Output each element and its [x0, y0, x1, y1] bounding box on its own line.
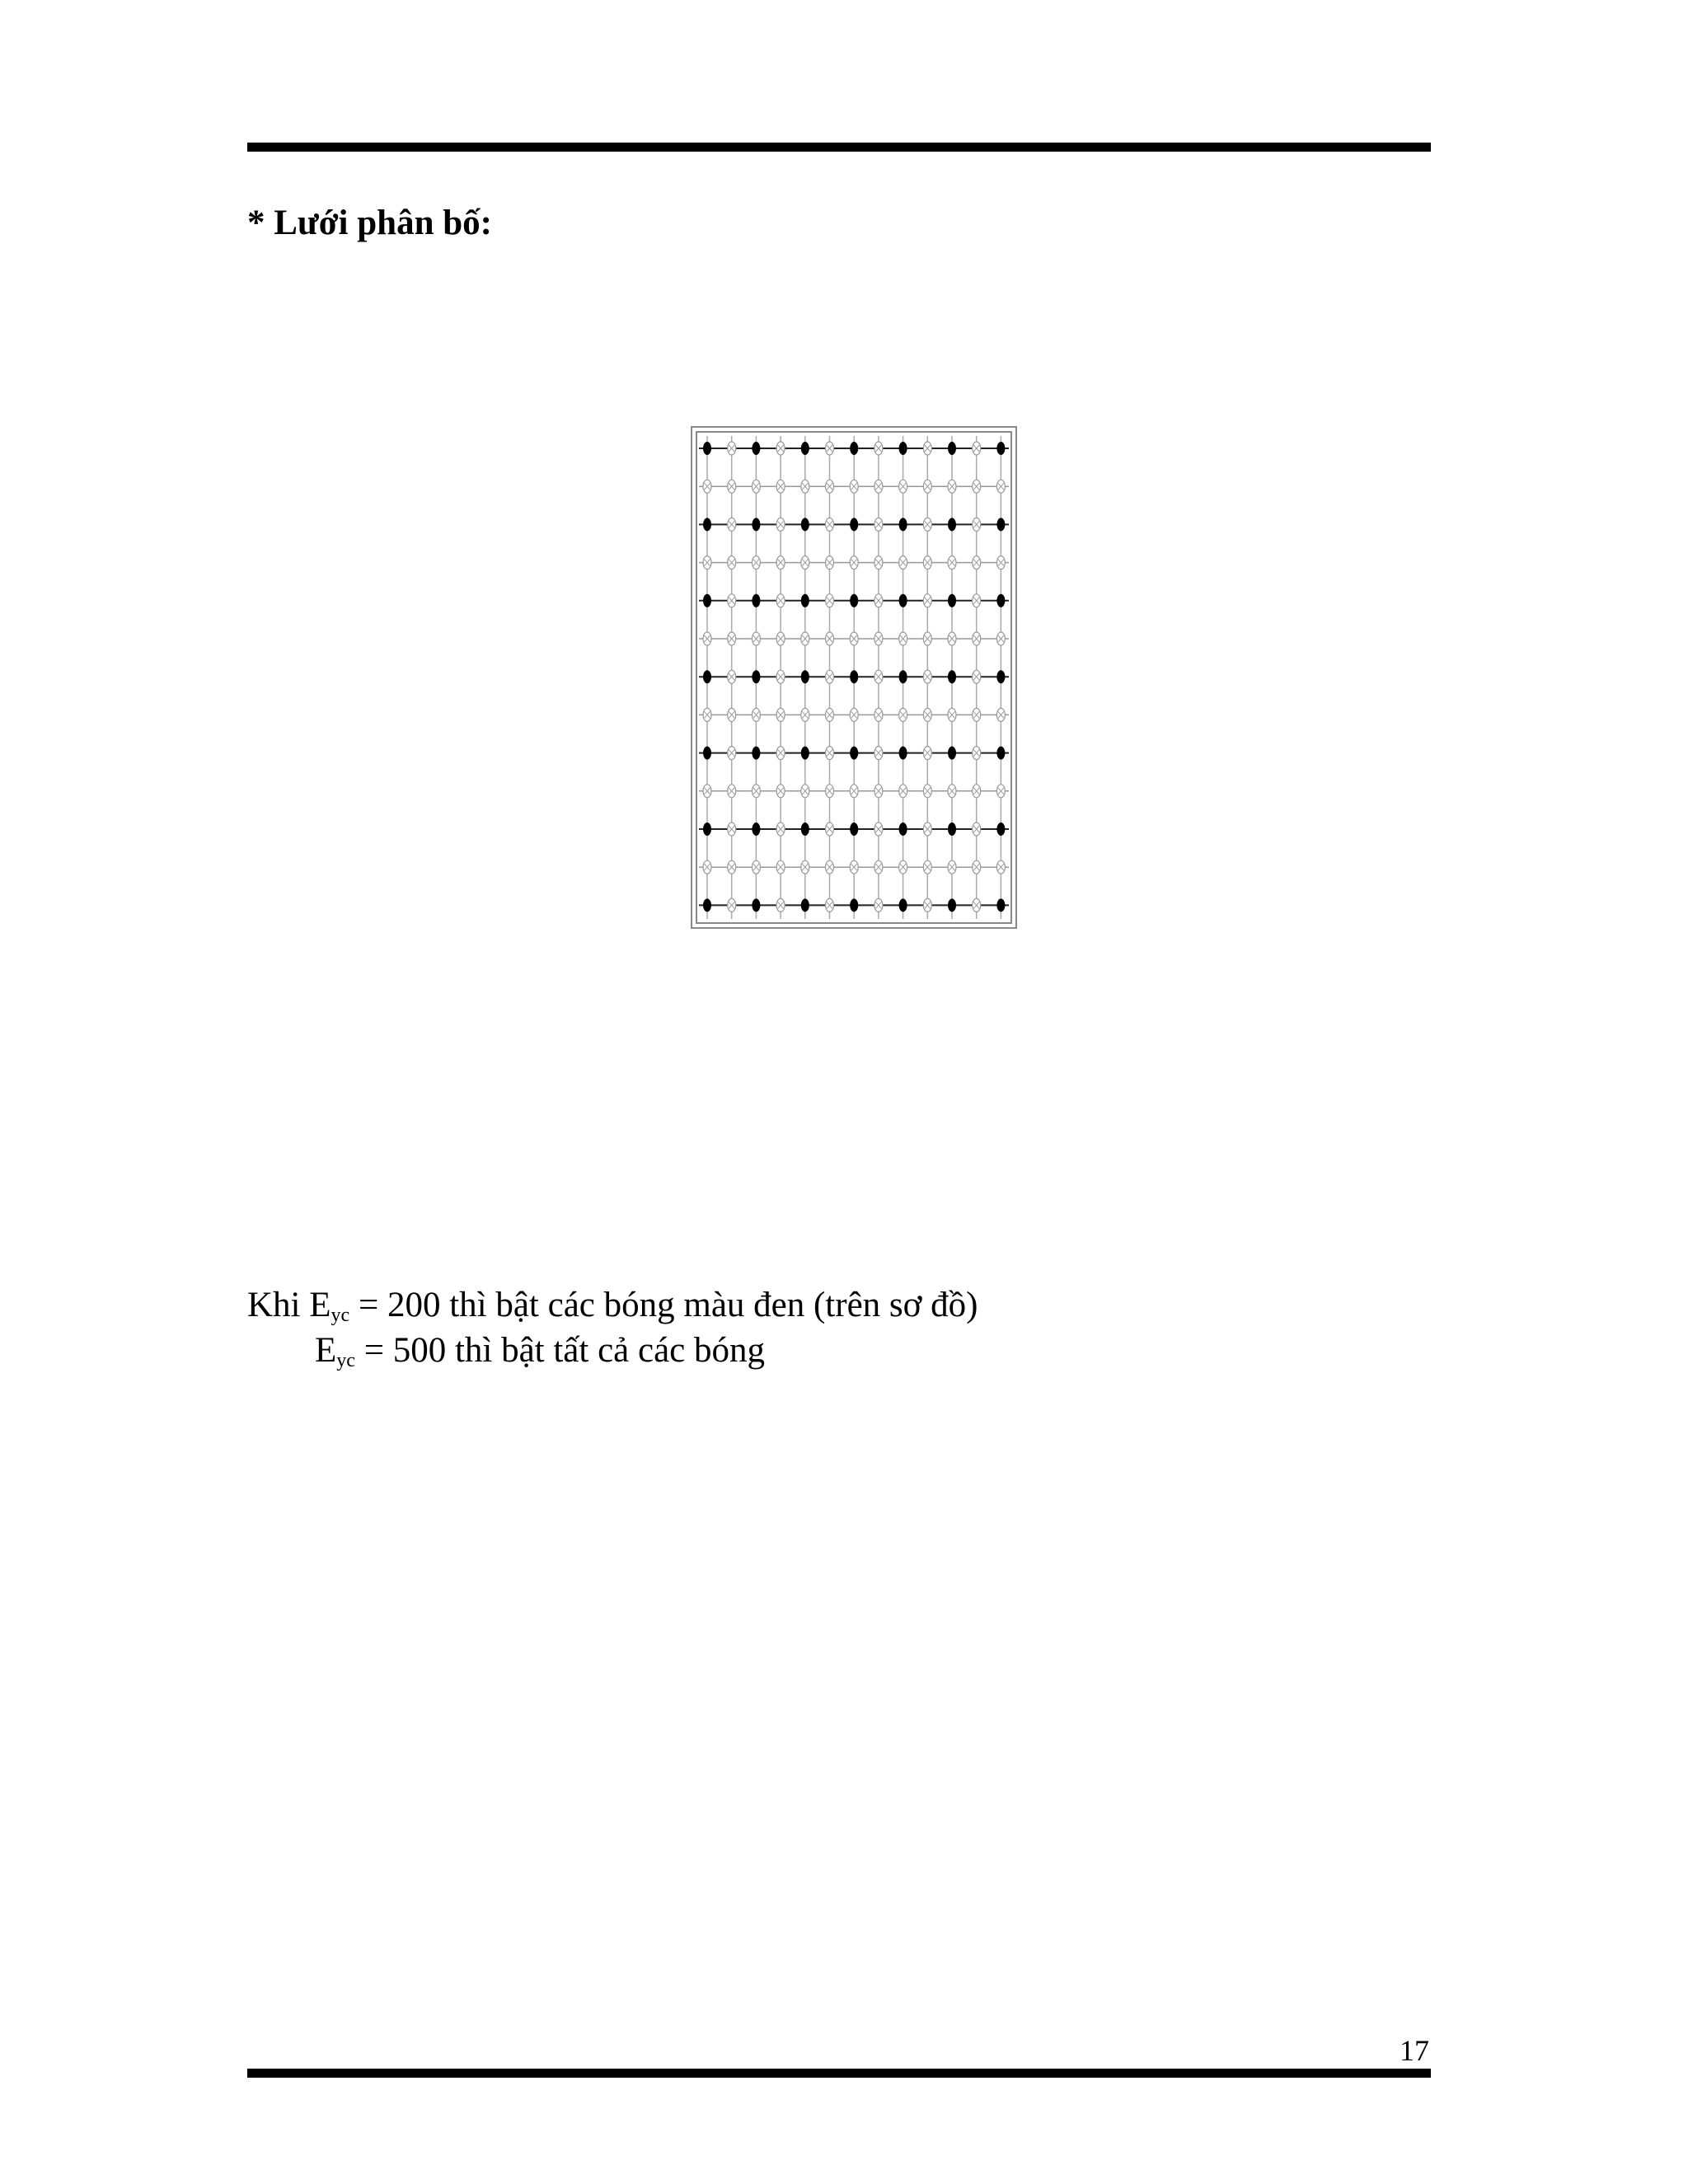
lamp-unlit — [874, 747, 883, 760]
lamp-unlit — [801, 556, 809, 569]
lamp-unlit — [874, 442, 883, 455]
lamp-unlit — [899, 860, 907, 874]
lamp-unlit — [776, 632, 785, 645]
lamp-unlit — [923, 898, 931, 912]
lamp-lit — [996, 747, 1005, 760]
lighting-layout-diagram — [691, 426, 1017, 929]
lamp-unlit — [973, 898, 981, 912]
lamp-lit — [996, 518, 1005, 531]
lamp-unlit — [703, 556, 711, 569]
lamp-unlit — [948, 860, 956, 874]
lamp-unlit — [923, 556, 931, 569]
lamp-unlit — [826, 785, 834, 798]
lamp-lit — [703, 442, 711, 455]
lamp-lit — [703, 823, 711, 836]
lamp-unlit — [874, 823, 883, 836]
lamp-unlit — [826, 480, 834, 493]
lamp-unlit — [826, 556, 834, 569]
lamp-unlit — [826, 823, 834, 836]
lamp-unlit — [776, 823, 785, 836]
lamp-lit — [752, 670, 760, 683]
lamp-unlit — [923, 823, 931, 836]
lamp-lit — [850, 670, 858, 683]
lamp-lit — [703, 747, 711, 760]
lamp-unlit — [874, 594, 883, 607]
lamp-unlit — [850, 860, 858, 874]
lamp-unlit — [826, 670, 834, 683]
note-line-2 — [315, 1329, 765, 1382]
lamp-unlit — [801, 480, 809, 493]
lamp-unlit — [728, 480, 736, 493]
lamp-unlit — [728, 670, 736, 683]
lamp-unlit — [996, 632, 1005, 645]
lamp-unlit — [973, 480, 981, 493]
lamp-lit — [948, 518, 956, 531]
lamp-unlit — [973, 670, 981, 683]
note-2-text: = 500 thì bật tất cả các bóng — [354, 1331, 766, 1370]
lamp-unlit — [899, 632, 907, 645]
lamp-unlit — [948, 785, 956, 798]
lamp-lit — [899, 518, 907, 531]
lamp-lit — [850, 898, 858, 912]
lamp-lit — [899, 442, 907, 455]
lamp-unlit — [923, 670, 931, 683]
lamp-unlit — [752, 632, 760, 645]
lamp-unlit — [728, 898, 736, 912]
lamp-lit — [899, 747, 907, 760]
lamp-unlit — [703, 785, 711, 798]
lamp-unlit — [923, 480, 931, 493]
lamp-lit — [752, 898, 760, 912]
lamp-unlit — [801, 632, 809, 645]
lamp-unlit — [826, 594, 834, 607]
lamp-lit — [899, 823, 907, 836]
lamp-unlit — [776, 747, 785, 760]
lamp-lit — [948, 747, 956, 760]
lamp-unlit — [728, 632, 736, 645]
lamp-lit — [801, 747, 809, 760]
section-heading: * Lưới phân bố: — [247, 204, 492, 242]
lamp-unlit — [801, 708, 809, 721]
lamp-unlit — [728, 823, 736, 836]
lamp-unlit — [776, 480, 785, 493]
lamp-unlit — [973, 518, 981, 531]
lamp-unlit — [826, 860, 834, 874]
lamp-unlit — [923, 632, 931, 645]
lamp-unlit — [996, 785, 1005, 798]
lamp-unlit — [752, 556, 760, 569]
lamp-unlit — [776, 442, 785, 455]
lamp-unlit — [948, 632, 956, 645]
lamp-unlit — [826, 747, 834, 760]
lamp-unlit — [703, 632, 711, 645]
lamp-unlit — [996, 860, 1005, 874]
lamp-lit — [899, 594, 907, 607]
lamp-unlit — [874, 670, 883, 683]
lamp-lit — [899, 898, 907, 912]
page-number: 17 — [1400, 2034, 1429, 2067]
lamp-unlit — [776, 898, 785, 912]
lamp-lit — [948, 442, 956, 455]
lamp-unlit — [973, 747, 981, 760]
lamp-unlit — [728, 860, 736, 874]
lamp-unlit — [728, 708, 736, 721]
lamp-unlit — [728, 747, 736, 760]
lamp-unlit — [874, 860, 883, 874]
lamp-unlit — [776, 518, 785, 531]
lamp-unlit — [948, 708, 956, 721]
lamp-unlit — [826, 518, 834, 531]
lamp-lit — [850, 747, 858, 760]
lamp-unlit — [973, 556, 981, 569]
lamp-unlit — [874, 785, 883, 798]
note-1-text: = 200 thì bật các bóng màu đen (trên sơ đồ) — [349, 1286, 978, 1324]
lamp-unlit — [923, 518, 931, 531]
lamp-lit — [801, 823, 809, 836]
lamp-unlit — [776, 556, 785, 569]
lamp-unlit — [826, 708, 834, 721]
note-1-prefix: Khi E — [247, 1286, 331, 1324]
lamp-unlit — [776, 860, 785, 874]
lamp-unlit — [728, 594, 736, 607]
lamp-lit — [948, 594, 956, 607]
lamp-lit — [801, 898, 809, 912]
lamp-lit — [948, 823, 956, 836]
lamp-lit — [752, 747, 760, 760]
lamp-unlit — [923, 594, 931, 607]
lamp-unlit — [752, 785, 760, 798]
lamp-unlit — [874, 480, 883, 493]
header-rule — [247, 143, 1431, 152]
lamp-unlit — [728, 442, 736, 455]
lamp-lit — [752, 518, 760, 531]
lamp-lit — [752, 594, 760, 607]
lamp-lit — [752, 823, 760, 836]
lamp-unlit — [874, 518, 883, 531]
footer-rule — [247, 2069, 1431, 2078]
lamp-unlit — [776, 670, 785, 683]
lamp-lit — [996, 442, 1005, 455]
lamp-unlit — [973, 823, 981, 836]
lamp-unlit — [899, 785, 907, 798]
lamp-unlit — [874, 898, 883, 912]
lamp-unlit — [752, 708, 760, 721]
lamp-unlit — [728, 556, 736, 569]
lamp-lit — [996, 898, 1005, 912]
lamp-lit — [703, 670, 711, 683]
lamp-unlit — [923, 442, 931, 455]
lamp-unlit — [874, 556, 883, 569]
lamp-lit — [948, 898, 956, 912]
lamp-lit — [996, 594, 1005, 607]
lamp-lit — [801, 442, 809, 455]
lamp-unlit — [973, 632, 981, 645]
lamp-lit — [850, 518, 858, 531]
lamp-unlit — [996, 708, 1005, 721]
lamp-unlit — [923, 747, 931, 760]
lamp-unlit — [850, 556, 858, 569]
lamp-lit — [801, 594, 809, 607]
lamp-unlit — [973, 708, 981, 721]
lamp-unlit — [826, 898, 834, 912]
lamp-unlit — [703, 480, 711, 493]
lamp-unlit — [899, 480, 907, 493]
lamp-unlit — [948, 480, 956, 493]
lamp-lit — [801, 518, 809, 531]
lamp-unlit — [899, 708, 907, 721]
lamp-unlit — [752, 480, 760, 493]
lamp-unlit — [996, 480, 1005, 493]
lamp-unlit — [801, 785, 809, 798]
lamp-unlit — [801, 860, 809, 874]
lamp-unlit — [826, 442, 834, 455]
lamp-unlit — [874, 632, 883, 645]
lamp-unlit — [826, 632, 834, 645]
lamp-unlit — [923, 860, 931, 874]
lamp-unlit — [703, 860, 711, 874]
lamp-unlit — [948, 556, 956, 569]
lamp-unlit — [850, 480, 858, 493]
lamp-lit — [752, 442, 760, 455]
lamp-lit — [703, 518, 711, 531]
lamp-unlit — [973, 594, 981, 607]
lamp-lit — [703, 898, 711, 912]
note-1-subscript: yc — [331, 1305, 350, 1326]
lamp-lit — [703, 594, 711, 607]
lamp-lit — [996, 823, 1005, 836]
lamp-unlit — [973, 442, 981, 455]
lamp-unlit — [776, 594, 785, 607]
lamp-unlit — [776, 785, 785, 798]
lamp-lit — [801, 670, 809, 683]
lamp-unlit — [874, 708, 883, 721]
lamp-lit — [996, 670, 1005, 683]
note-2-prefix: E — [315, 1331, 337, 1370]
note-2-subscript: yc — [336, 1350, 355, 1371]
lamp-unlit — [923, 708, 931, 721]
lamp-unlit — [728, 518, 736, 531]
lamp-unlit — [850, 708, 858, 721]
lamp-unlit — [752, 860, 760, 874]
lamp-unlit — [850, 632, 858, 645]
lamp-lit — [850, 823, 858, 836]
lamp-unlit — [973, 785, 981, 798]
lamp-lit — [948, 670, 956, 683]
lamp-unlit — [850, 785, 858, 798]
lamp-lit — [850, 594, 858, 607]
lamp-unlit — [728, 785, 736, 798]
lamp-lit — [850, 442, 858, 455]
lamp-unlit — [973, 860, 981, 874]
lamp-unlit — [703, 708, 711, 721]
lamp-unlit — [996, 556, 1005, 569]
lamp-unlit — [776, 708, 785, 721]
lamp-lit — [899, 670, 907, 683]
lamp-unlit — [923, 785, 931, 798]
lamp-unlit — [899, 556, 907, 569]
